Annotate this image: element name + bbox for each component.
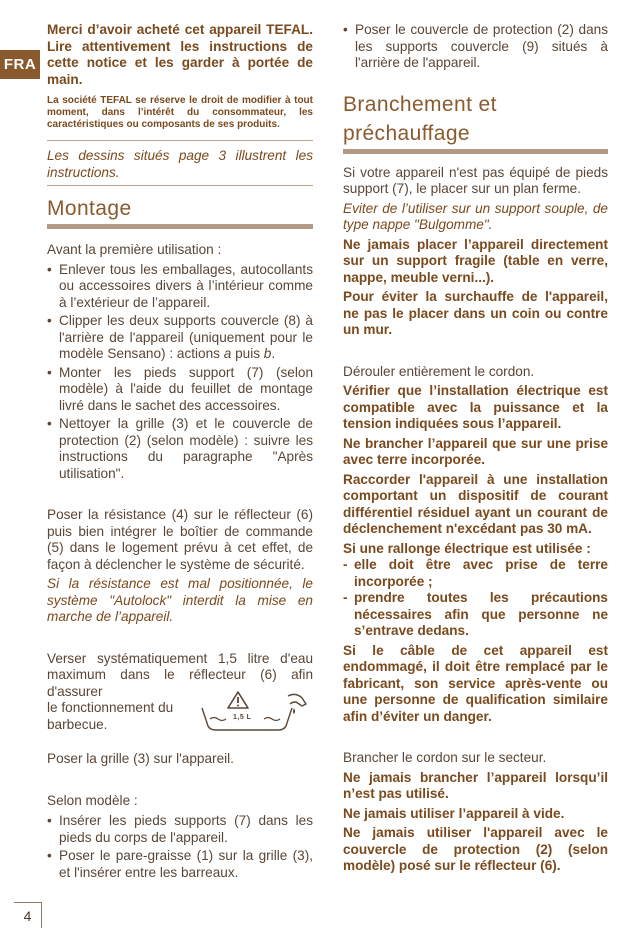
water-line-2: le fonctionnement du — [47, 700, 174, 715]
action-b: b — [263, 346, 272, 361]
extension-item: - elle doit être avec prise de terre incorporée ; — [343, 557, 608, 590]
overheat-warning: Pour éviter la surchauffe de l'appareil, ne pas le placer dans un coin ou contre un mur. — [343, 289, 608, 337]
model-steps — [47, 813, 313, 881]
branchement-title-bar — [343, 149, 608, 154]
feet-paragraph: Si votre appareil n'est pas équipé de pieds support (7), le placer sur un plan ferme. — [343, 164, 608, 196]
action-a: a — [223, 346, 232, 361]
extension-title: Si une rallonge électrique est utilisée : — [343, 540, 591, 556]
water-line-3: barbecue. — [47, 716, 108, 732]
never-cover-warning: Ne jamais utiliser l'appareil avec le couvercle de protection (2) (selon modèle) posé sur le réflecteur (6). — [343, 825, 608, 873]
model-step: • Insérer les pieds supports (7) dans les pieds du corps de l'appareil. — [47, 813, 313, 846]
drawings-note: Les dessins situés page 3 illustrent les instructions. — [47, 140, 313, 186]
intro-thanks: Merci d’avoir acheté cet appareil TEFAL. Lire attentivement les instructions de cette notice et les garder à portée de main. — [47, 22, 313, 87]
rcd-warning: Raccorder l'appareil à une installation comportant un dispositif de courant différentiel résiduel ayant un courant de déclenchement n'excédant pas 30 mA. — [343, 471, 608, 536]
extension-list — [343, 557, 608, 640]
lid-step-item: • Poser le couvercle de protection (2) dans les supports couvercle (9) situés à l'arrière de l'appareil. — [343, 22, 608, 72]
water-level-icon — [200, 686, 312, 734]
earth-warning: Ne brancher l’appareil que sur une prise avec terre incorporée. — [343, 435, 608, 467]
lid-step — [343, 22, 608, 72]
branchement-heading-block — [343, 92, 608, 154]
montage-title-bar — [47, 224, 313, 229]
montage-steps — [47, 262, 313, 483]
page-number: 4 — [14, 902, 42, 928]
grille-paragraph: Poser la grille (3) sur l'appareil. — [47, 751, 234, 766]
fragile-warning: Ne jamais placer l’appareil directement sur un support fragile (table en verre, nappe, meuble verni...). — [343, 236, 608, 285]
montage-step: • Nettoyer la grille (3) et le couvercle de protection (2) (selon modèle) : suivre les instructions du paragraphe "Après utilisation". — [47, 416, 313, 482]
montage-step-text: Clipper les deux supports couvercle (8) à l'arrière de l'appareil (uniquement pour le modèle Sensano) : actions — [59, 313, 313, 361]
selon-modele: Selon modèle : — [47, 792, 138, 808]
autolock-warning: Si la résistance est mal positionnée, le système "Autolock" interdit la mise en marche de l’appareil. — [47, 576, 313, 624]
montage-step: • Monter les pieds support (7) (selon modèle) à l'aide du feuillet de montage livré dans le sachet des accessoires. — [47, 365, 313, 415]
water-label: 1,5 L — [233, 714, 252, 721]
montage-step: • Enlever tous les emballages, autocollants ou accessoires divers à l’intérieur comme à l’extérieur de l’appareil. — [47, 262, 313, 312]
check-installation: Vérifier que l’installation électrique est compatible avec la puissance et la tension indiquées sous l’appareil. — [343, 383, 608, 431]
damaged-cable-warning: Si le câble de cet appareil est endommagé, il doit être remplacé par le fabricant, son service après-vente ou une personne de qualification similaire afin d’éviter un danger. — [343, 642, 608, 724]
water-line-1: Verser systématiquement 1,5 litre d'eau maximum dans le réflecteur (6) afin d'assurer — [47, 650, 313, 699]
unroll-cord: Dérouler entièrement le cordon. — [343, 363, 535, 379]
intro-disclaimer: La société TEFAL se réserve le droit de modifier à tout moment, dans l’intérêt du consommateur, les caractéristiques ou composants de ses produits. — [47, 95, 313, 130]
never-plugged-warning: Ne jamais brancher l’appareil lorsqu’il n’est pas utilisé. — [343, 769, 608, 801]
before-first-use: Avant la première utilisation : — [47, 242, 222, 257]
right-column — [343, 22, 608, 875]
montage-heading-block — [47, 196, 313, 229]
plug-in: Brancher le cordon sur le secteur. — [343, 750, 547, 765]
action-end: . — [271, 346, 276, 361]
branchement-title-2: préchauffage — [343, 121, 471, 145]
extension-item: - prendre toutes les précautions nécessaires afin que personne ne s’entrave dedans. — [343, 590, 608, 640]
soft-surface-note: Eviter de l’utiliser sur un support souple, de type nappe "Bulgomme". — [343, 200, 608, 232]
branchement-title-1: Branchement et — [343, 92, 497, 116]
resistance-paragraph: Poser la résistance (4) sur le réflecteur (6) puis bien intégrer le boîtier de commande (5) dans le logement prévu à cet effet, de façon à déclencher le système de sécurité. — [47, 507, 313, 572]
language-tab: FRA — [0, 50, 40, 79]
action-puis: puis — [231, 346, 264, 361]
left-column — [47, 22, 313, 881]
montage-step-clip — [47, 313, 313, 363]
montage-title: Montage — [47, 197, 132, 220]
never-empty-warning: Ne jamais utiliser l’appareil à vide. — [343, 805, 565, 821]
model-step: • Poser le pare-graisse (1) sur la grille (3), et l'insérer entre les barreaux. — [47, 848, 313, 881]
